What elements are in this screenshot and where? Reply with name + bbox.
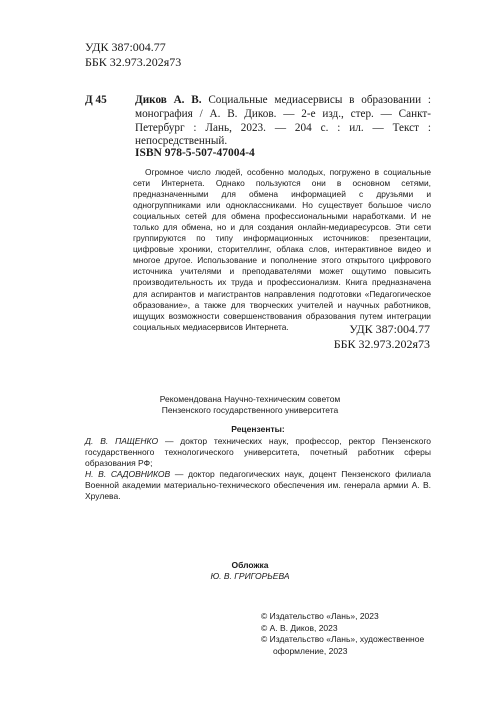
copyright-line-1: © Издательство «Лань», 2023 (261, 611, 379, 621)
reviewer-2-text: — доктор педагогических наук, доцент Пензенского филиала Военной академии материально-технического обеспечения им. генерала армии А. В. Хрулева. (85, 469, 431, 502)
bbk-code: ББК 32.973.202я73 (85, 55, 182, 69)
recommendation-note (70, 394, 430, 416)
bibliographic-description: Социальные медиасервисы в образовании : монография / А. В. Диков. — 2-е изд., стер. — Санкт-Петербург : Лань, 2023. — 204 с. : ил. — Текст : непосредственный. (135, 94, 432, 148)
reviewer-2 (85, 469, 431, 502)
catalog-entry (85, 94, 431, 149)
author-name: Диков А. В. (135, 94, 202, 106)
reviewer-1-name: Д. В. ПАЩЕНКО (85, 436, 159, 447)
catalog-description (135, 94, 431, 149)
reviewer-1 (85, 436, 431, 469)
copyright-line-3: © Издательство «Лань», художественное оформление, 2023 (261, 634, 425, 656)
author-mark: Д 45 (85, 94, 107, 106)
reviewer-2-name: Н. В. САДОВНИКОВ (85, 469, 171, 480)
top-classification-codes (85, 40, 181, 70)
cover-artist: Ю. В. ГРИГОРЬЕВА (210, 571, 290, 581)
udk-code-bottom: УДК 387:004.77 (349, 322, 430, 336)
copyright-block (261, 611, 436, 657)
recommendation-line-1: Рекомендована Научно-техническим советом (159, 394, 341, 404)
reviewer-1-text: — доктор технических наук, профессор, ректор Пензенского государственного технологического университета, почетный работник сферы образования РФ; (85, 436, 431, 469)
cover-credit (120, 560, 380, 582)
abstract (133, 167, 431, 333)
recommendation-line-2: Пензенского государственного университета (161, 405, 339, 415)
abstract-text: Огромное число людей, особенно молодых, погружено в социальные сети Интернета. Однако пользуются они в основном сетями, предназначенными для обмена информацией с друзьями и одногруппниками или одноклассниками. Но существует большое число социальных сетей для обмена профессиональными наработками. И не только для обмена, но и для создания онлайн-медиаресурсов. Эти сети группируются по типу информационных источников: презентации, цифровые хроники, сторителлинг, облака слов, интерактивное видео и многое другое. Использование и пополнение этого открытого цифрового источника учителями и преподавателями может ощутимо повысить производительность их труда и профессионализм. Книга предназначена для аспирантов и магистрантов направления подготовки «Педагогическое образование», а также для творческих учителей и научных работников, ищущих возможности совершенствования образования путем интеграции социальных медиасервисов Интернета. (133, 167, 431, 332)
bottom-classification-codes (334, 322, 430, 352)
copyright-line-2: © А. В. Диков, 2023 (261, 622, 338, 633)
reviewers-section (85, 424, 431, 502)
udk-code: УДК 387:004.77 (85, 40, 166, 54)
bbk-code-bottom: ББК 32.973.202я73 (333, 337, 430, 351)
isbn: ISBN 978-5-507-47004-4 (135, 147, 255, 159)
cover-label: Обложка (231, 560, 269, 570)
reviewers-title: Рецензенты: (231, 424, 285, 434)
